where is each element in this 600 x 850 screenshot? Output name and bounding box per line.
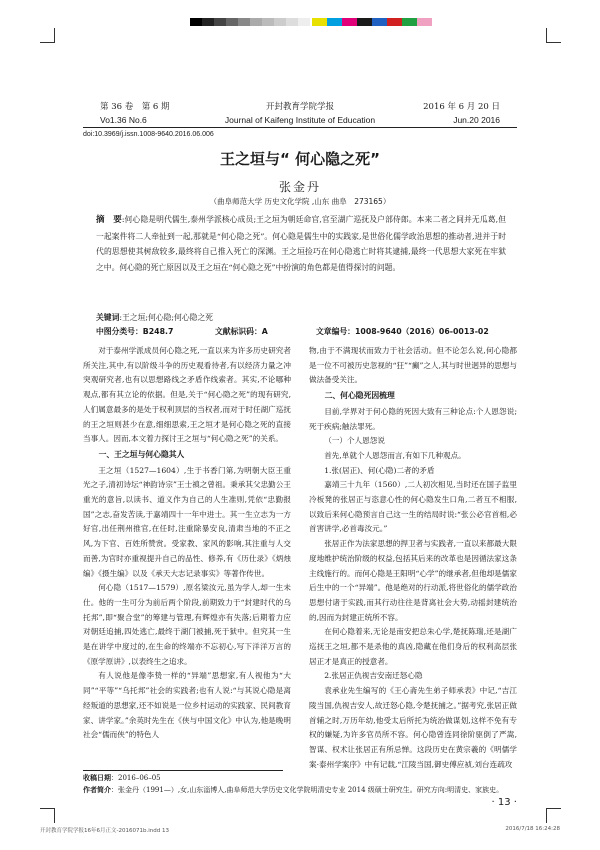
print-slug-file: 开封教育学院学报16年6月正文-2016071b.indd 13	[40, 828, 169, 834]
right-paragraph: 袁承业先生编写的《王心斋先生弟子师承表》中记,“吉江陵当国,仇视吉安人,故迁怒心隐,令楚抚捕之。”据考究,张居正做首辅之时,万历年幼,他受太后所托为统治做谋划,这样不免有专权的嫌疑,为许多官员所不容。何心隐曾连同徐阶驱倒了严嵩,智谋、权术让张居正有所忌惮。这段历史在黄宗羲的《明儒学案·泰州学案序》中有记载,“江陵当国,御史傅应祯,刘台连疏攻	[309, 686, 517, 769]
left-paragraph: 有人说他是像李贽一样的“异端”思想家,有人视他为“大同”“平等”“乌托邦”社会的实践者;也有人说:“与其说心隐是离经叛道的思想家,还不如说是一位乡村运动的实践家、民间教育家、讲学家。”余英时先生在《侠与中国文化》中认为,他是晚明社会“儒而侠”的特色人	[83, 671, 291, 740]
left-paragraph: 王之垣（1527—1604）,生于书香门第,为明朝大臣王重光之子,清初诗坛“神韵诗宗”王士禛之曾祖。秉承其父忠勤公王重光的意旨,以读书、道义作为自己的人生准则,凭依“忠勤报国”之志,奋发苦读,于嘉靖四十一年中进士。其一生立志为一方好官,出任荆州推官,在任时,注重除暴安良,清肃当地的不正之风,为下官、百姓所赞赏。受家教、家风的影响,其注重与人交而善,为官时亦重视提升自己的品性、修养,有《历仕录》《炳烛编》《摄生编》以及《承天大志记录事实》等著作传世。	[83, 465, 291, 578]
right-paragraph: 目前,学界对于何心隐的死因大致有三种论点:个人恩怨说;死于疾病;触法罪死。	[309, 406, 517, 431]
received-date: ：2016–06–05	[111, 774, 161, 782]
received-label: 收稿日期	[83, 774, 111, 782]
header-journal-en: Journal of Kaifeng Institute of Education	[224, 115, 376, 125]
keywords-label: 关键词	[96, 313, 120, 322]
left-paragraph: 对于泰州学派成员何心隐之死,一直以来为许多历史研究者所关注,其中,有以阶级斗争的历史观看待者,有以经济力量之冲突观研究者,也有以思想路线之矛盾作线索者。其实,不论哪种观点,都有其立论的依据。但是,关于“何心隐之死”的现有研究,人们属意最多的是处于权利顶层的当权者,而对于时任湖广巡抚的王之垣则甚少在意,细细思索,王之垣才是何心隐之死的直接当事人。因而,本文着力探讨王之垣与“何心隐之死”的关系。	[83, 346, 291, 444]
crop-mark-bottom-right	[546, 808, 561, 823]
footnote-author	[83, 784, 517, 796]
right-paragraph: 首先,单就个人恩怨而言,有如下几种观点。	[324, 450, 466, 460]
crop-mark-top-right	[546, 28, 561, 43]
abstract-text: :何心隐是明代儒生,泰州学派核心成员;王之垣为朝廷命官,官至湖广巡抚及户部侍郎。本来二者之间并无瓜葛,但一起案件将二人牵扯到一起,那就是“何心隐之死”。何心隐是儒生中的实践家,是世俗化儒学政治思想的推动者,进并于时代的思想使其树敌较多,最终将自己推入死亡的深渊。王之垣捡巧在何心隐逃亡时将其逮捕,最终一代思想大家死在牢狱之中。何心隐的死亡原因以及王之垣在“何心隐之死”中扮演的角色都是值得探讨的问题。	[96, 215, 506, 272]
section-heading: 二、何心隐死因梳理	[324, 391, 395, 401]
header-date-en: Jun.20 2016	[453, 115, 500, 125]
article-title: 王之垣与“ 何心隐之死”	[220, 150, 380, 168]
body-right-column	[309, 344, 517, 772]
body-left-column	[83, 344, 291, 743]
left-paragraph: 何心隐（1517—1579）,原名梁汝元,虽为学人,却一生未仕。他的一生可分为前后两个阶段,前期致力于“封建时代的乌托邦”,即“聚合堂”的筹建与管理,有辉煌亦有失落;后期着力应对朝廷追捕,四处逃亡,最终于湖门被捕,死于狱中。但究其一生是在讲学中度过的,在生命的终端亦不忘初心,写下洋洋万言的《原学原讲》,以表终生之追求。	[83, 583, 291, 666]
header-rule	[83, 127, 517, 128]
clc-number: 中图分类号：B248.7	[96, 327, 174, 336]
footnote-rule	[83, 770, 283, 771]
abstract	[96, 212, 506, 275]
section-heading: 一、王之垣与何心隐其人	[98, 449, 185, 459]
author-name: 张金丹	[278, 180, 321, 194]
right-paragraph: 张居正作为法家思想的捍卫者与实践者,一直以来都最大限度地维护统治阶级的权益,包括其后来的改革也是因循法家这条主线施行的。而何心隐是王阳明“心学”的继承者,但他却是儒家后生中的一个“异端”。他是绝对的行动派,将世俗化的儒学政治思想付诸于实践,而其行动往往是背离社会大势,动摇封建统治的,因而为封建正统所不容。	[309, 539, 517, 622]
crop-mark-bottom-left	[40, 808, 55, 823]
header-volume-cn: 第 36 卷 第 6 期	[100, 102, 170, 112]
right-paragraph: 嘉靖三十九年（1560）,二人初次相见,当时还在国子监里冷板凳的张居正与恣意心性的何心隐发生口角,二者互不相服,以致后来何心隐预言自己这一生的结局时说:“张公必官首相,必首害讲学,必首毒汝元。”	[309, 480, 517, 534]
abstract-label: 摘 要	[96, 215, 122, 225]
header-volume-en: Vo1.36 No.6	[100, 115, 147, 125]
color-bar-color	[312, 18, 432, 26]
right-paragraph: 在何心隐着来,无论是南安把总朱心学,楚抚陈瑞,还是湖广巡抚王之垣,都不是杀他的真凶,隐藏在他们身后的权利高层张居正才是真正的授意者。	[309, 627, 517, 666]
footnote-received	[83, 772, 517, 784]
author-affiliation: （曲阜师范大学 历史文化学院 ,山东 曲阜 273165）	[209, 197, 391, 206]
page-number: · 13 ·	[491, 797, 517, 808]
color-bar-gray	[190, 18, 310, 26]
keywords	[96, 312, 506, 323]
header-journal-cn: 开封教育学院学报	[265, 102, 334, 112]
right-paragraph: 物,由于不满现状而致力于社会活动。但不论怎么说,何心隐都是一位不可被历史忽视的“狂”“癫”之人,其与时世迥异的思想与做法备受关注。	[309, 346, 517, 385]
author-info-label: 作者简介	[83, 786, 111, 794]
subsection-heading: 1.张(居正)、何(心隐)二者的矛盾	[324, 465, 435, 475]
document-code: 文献标识码：A	[215, 327, 268, 336]
crop-mark-top-left	[40, 28, 55, 43]
header-date-cn: 2016 年 6 月 20 日	[423, 102, 500, 112]
keywords-text: :王之垣;何心隐;何心隐之死	[119, 313, 214, 322]
article-number: 文章编号：1008-9640（2016）06-0013-02	[316, 327, 489, 336]
doi: doi:10.3969/j.issn.1008-9640.2016.06.006	[83, 131, 214, 138]
subsection-heading: 2.张居正仇视吉安南迁怒心隐	[324, 671, 423, 681]
subsection-heading: （一）个人恩怨说	[324, 436, 385, 446]
print-slug-timestamp: 2016/7/18 16:24:28	[505, 826, 560, 832]
author-info: ：张金丹（1991—）,女,山东淄博人,曲阜师范大学历史文化学院明清史专业 2014 级硕士研究生。研究方向:明清史、家族史。	[111, 786, 504, 794]
